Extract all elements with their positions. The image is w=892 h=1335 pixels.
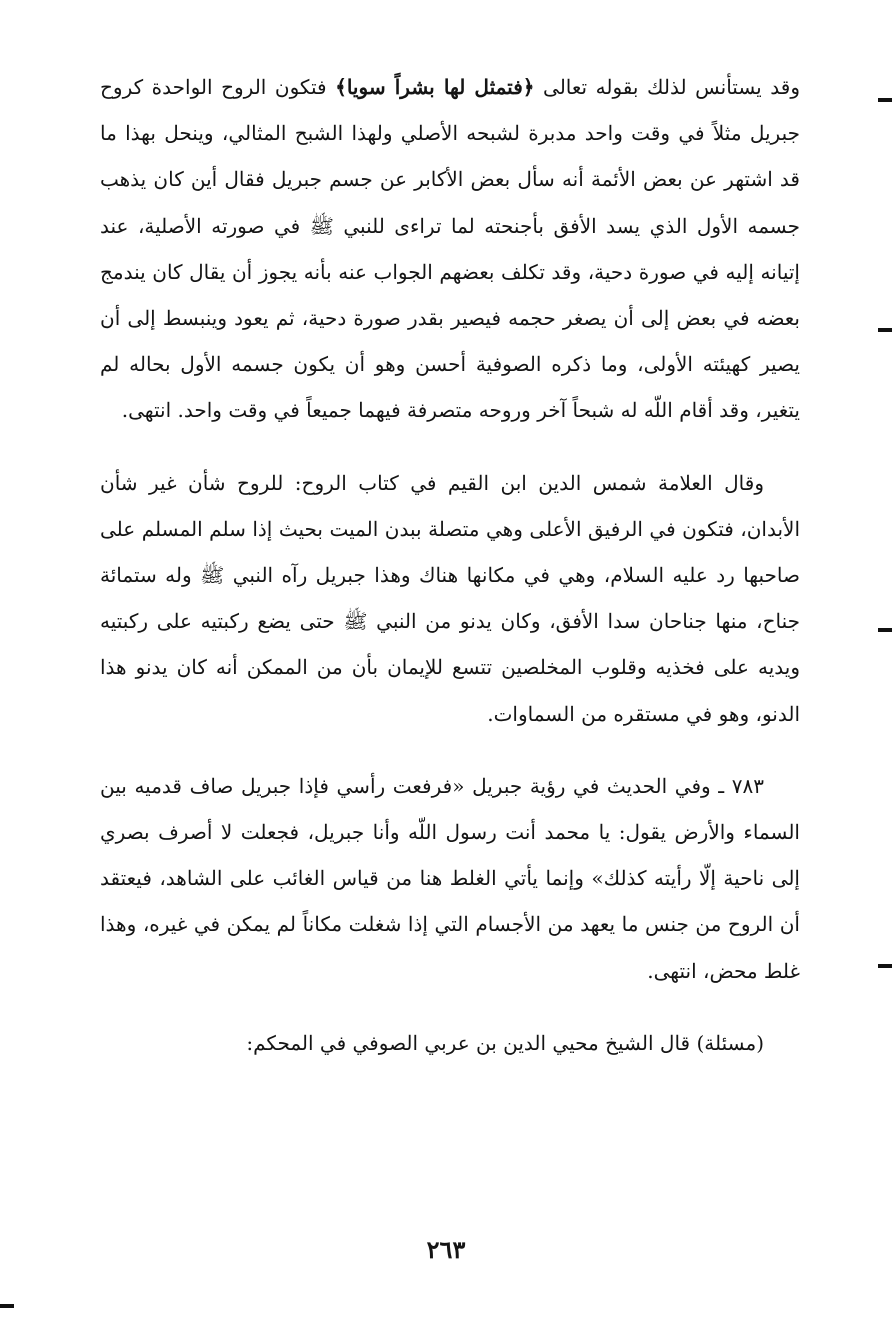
page-number: ٢٦٣ xyxy=(426,1235,466,1264)
scan-edge-mark xyxy=(0,1304,14,1308)
paragraph-gap xyxy=(100,994,800,1020)
paragraph-1 xyxy=(100,64,800,434)
paragraph-gap xyxy=(100,737,800,763)
paragraph-4: (مسئلة) قال الشيخ محيي الدين بن عربي الصوفي في المحكم: xyxy=(246,1030,764,1055)
paragraph-gap xyxy=(100,434,800,460)
scan-edge-mark xyxy=(878,98,892,102)
paragraph-1-start: وقد يستأنس لذلك بقوله تعالى xyxy=(534,75,800,99)
paragraph-1-rest: فتكون الروح الواحدة كروح جبريل مثلاً في وقت واحد مدبرة لشبحه الأصلي ولهذا الشبح المثالي، وينحل بهذا ما قد اشتهر عن بعض الأئمة أنه سأل بعض الأكابر عن جسم جبريل فقال أين كان يذهب جسمه الأول الذي يسد الأفق بأجنحته لما تراءى للنبي ﷺ في صورته الأصلية، عند إتيانه إليه في صورة دحية، وقد تكلف بعضهم الجواب عنه بأنه يجوز أن يقال كان يندمج بعضه في بعض إلى أن يصغر حجمه فيصير بقدر صورة دحية، ثم يعود وينبسط إلى أن يصير كهيئته الأولى، وما ذكره الصوفية أحسن وهو أن يكون جسمه الأول بحاله لم يتغير، وقد أقام اللّه له شبحاً آخر وروحه متصرفة فيهما جميعاً في وقت واحد. انتهى. xyxy=(100,75,800,423)
quranic-quote: ﴿فتمثل لها بشراً سويا﴾ xyxy=(335,75,535,99)
paragraph-2: وقال العلامة شمس الدين ابن القيم في كتاب الروح: للروح شأن غير شأن الأبدان، فتكون في الرفيق الأعلى وهي متصلة ببدن الميت بحيث إذا سلم المسلم على صاحبها رد عليه السلام، وهي في مكانها هناك وهذا جبريل رآه النبي ﷺ وله ستمائة جناح، منها جناحان سدا الأفق، وكان يدنو من النبي ﷺ حتى يضع ركبتيه على ركبتيه ويديه على فخذيه وقلوب المخلصين تتسع للإيمان بأن من الممكن أنه كان يدنو هذا الدنو، وهو في مستقره من السماوات. xyxy=(100,470,800,726)
page-body-text xyxy=(100,64,800,1066)
scan-edge-mark xyxy=(878,628,892,632)
scan-edge-mark xyxy=(878,328,892,332)
paragraph-3: ٧٨٣ ـ وفي الحديث في رؤية جبريل «فرفعت رأسي فإذا جبريل صاف قدميه بين السماء والأرض يقول: يا محمد أنت رسول اللّه وأنا جبريل، فجعلت لا أصرف بصري إلى ناحية إلّا رأيته كذلك» وإنما يأتي الغلط هنا من قياس الغائب على الشاهد، فيعتقد أن الروح من جنس ما يعهد من الأجسام التي إذا شغلت مكاناً لم يمكن في غيره، وهذا غلط محض، انتهى. xyxy=(100,773,800,983)
scan-edge-mark xyxy=(878,964,892,968)
